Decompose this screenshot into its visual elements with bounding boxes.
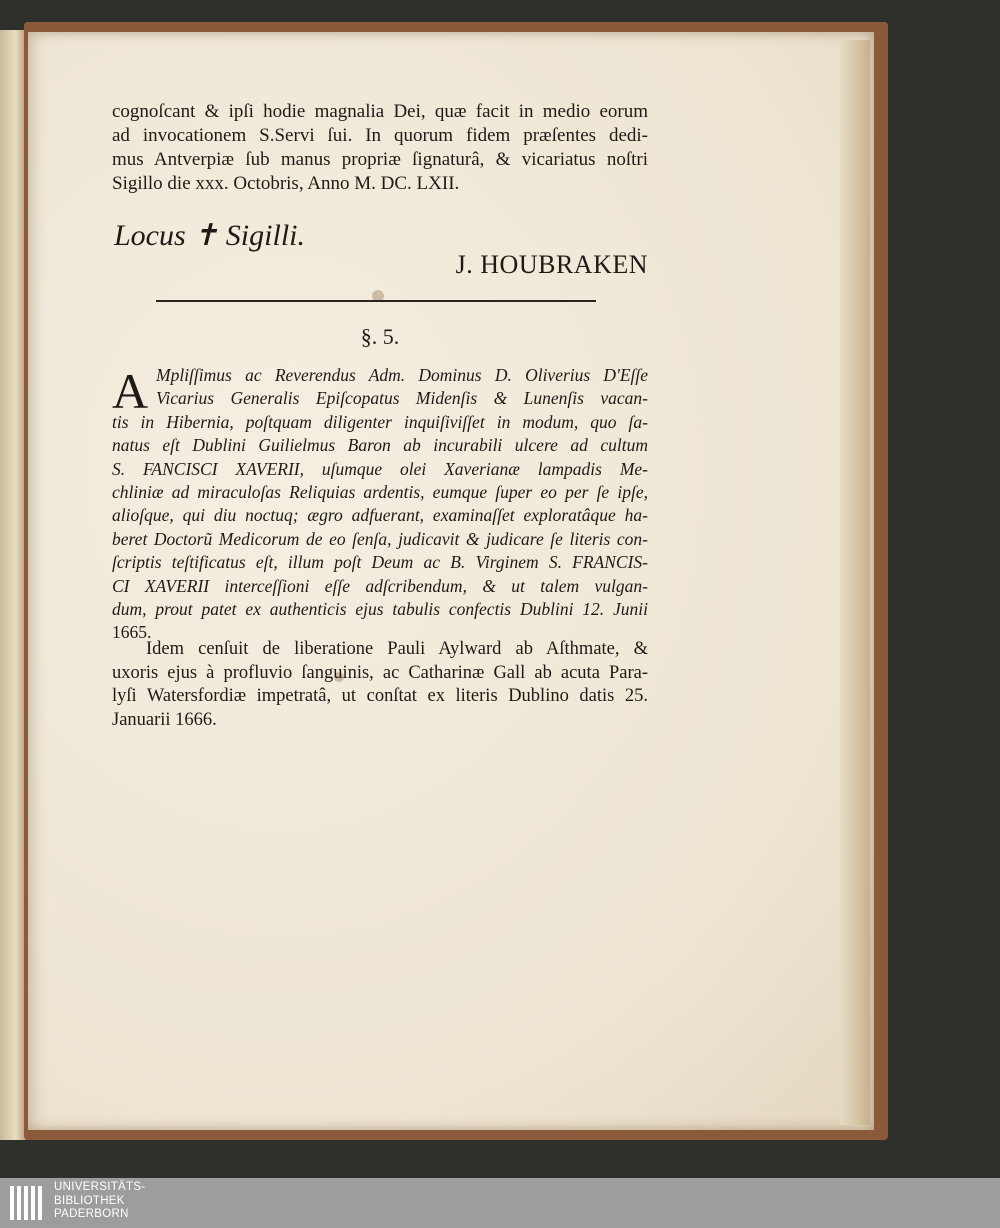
text-line: lyſi Watersfordiæ impetratâ, ut conſtat ex literis Dublino datis 25. [112, 686, 648, 706]
text-line: beret Doctorũ Medicorum de eo ſenſa, judicavit & judicare ſe literis con- [112, 528, 648, 549]
seal-placeholder-text: Locus ✝ Sigilli. [114, 219, 305, 252]
text-line: dum, prout patet ex authenticis ejus tabulis confectis Dublini 12. Junii [112, 599, 648, 620]
signature-name: J. HOUBRAKEN [455, 250, 648, 279]
text-line: mus Antverpiæ ſub manus propriæ ſignaturâ, & vicariatus noſtri [112, 149, 648, 170]
library-name [54, 1181, 145, 1222]
text-line: Januarii 1666. [112, 709, 217, 730]
text-line: natus eſt Dublini Guilielmus Baron ab incurabili ulcere ad cultum [112, 435, 648, 456]
library-footer-bar [0, 1178, 1000, 1228]
library-name-line: BIBLIOTHEK [54, 1194, 125, 1207]
text-line: Idem cenſuit de liberatione Pauli Aylward ab Aſthmate, & [146, 639, 648, 659]
text-line: Sigillo die xxx. Octobris, Anno M. DC. LXII. [112, 173, 460, 194]
library-name-line: UNIVERSITÄTS- [54, 1181, 146, 1193]
text-line: CI XAVERII interceſſioni eſſe adſcribendum, & ut talem vulgan- [112, 575, 648, 596]
library-name-line: PADERBORN [54, 1208, 129, 1220]
text-line: ad invocationem S.Servi ſui. In quorum fidem præſentes dedi- [112, 125, 648, 146]
section-heading: §. 5. [360, 324, 400, 349]
paragraph-1 [112, 364, 648, 645]
text-line: Vicarius Generalis Epiſcopatus Midenſis & Lunenſis vacan- [156, 388, 648, 409]
top-text-block [112, 100, 648, 196]
text-line: cognoſcant & ipſi hodie magnalia Dei, quæ facit in medio eorum [112, 101, 648, 122]
text-line: Mpliſſimus ac Reverendus Adm. Dominus D. Oliverius D'Eſſe [156, 365, 648, 385]
page-fore-edge [840, 40, 870, 1125]
divider-rule [156, 300, 596, 302]
text-line: S. FANCISCI XAVERII, uſumque olei Xaverianæ lampadis Me- [112, 458, 648, 479]
text-line: chliniæ ad miraculoſas Reliquias ardentis, eumque ſuper eo per ſe ipſe, [112, 482, 648, 503]
drop-cap: A [112, 363, 149, 419]
paragraph-2 [112, 638, 648, 732]
text-line: uxoris ejus à profluvio ſanguinis, ac Catharinæ Gall ab acuta Para- [112, 662, 648, 683]
facing-page-edge [0, 30, 26, 1140]
library-logo-icon [8, 1182, 48, 1224]
text-line: 1665. [112, 622, 152, 643]
text-line: ſcriptis teſtificatus eſt, illum poſt Deum ac B. Virginem S. FRANCIS- [112, 552, 648, 573]
text-line: alioſque, qui diu noctuq; ægro adfuerant, examinaſſet exploratâque ha- [112, 505, 648, 526]
text-line: tis in Hibernia, poſtquam diligenter inquiſiviſſet in modum, quo ſa- [112, 411, 648, 432]
